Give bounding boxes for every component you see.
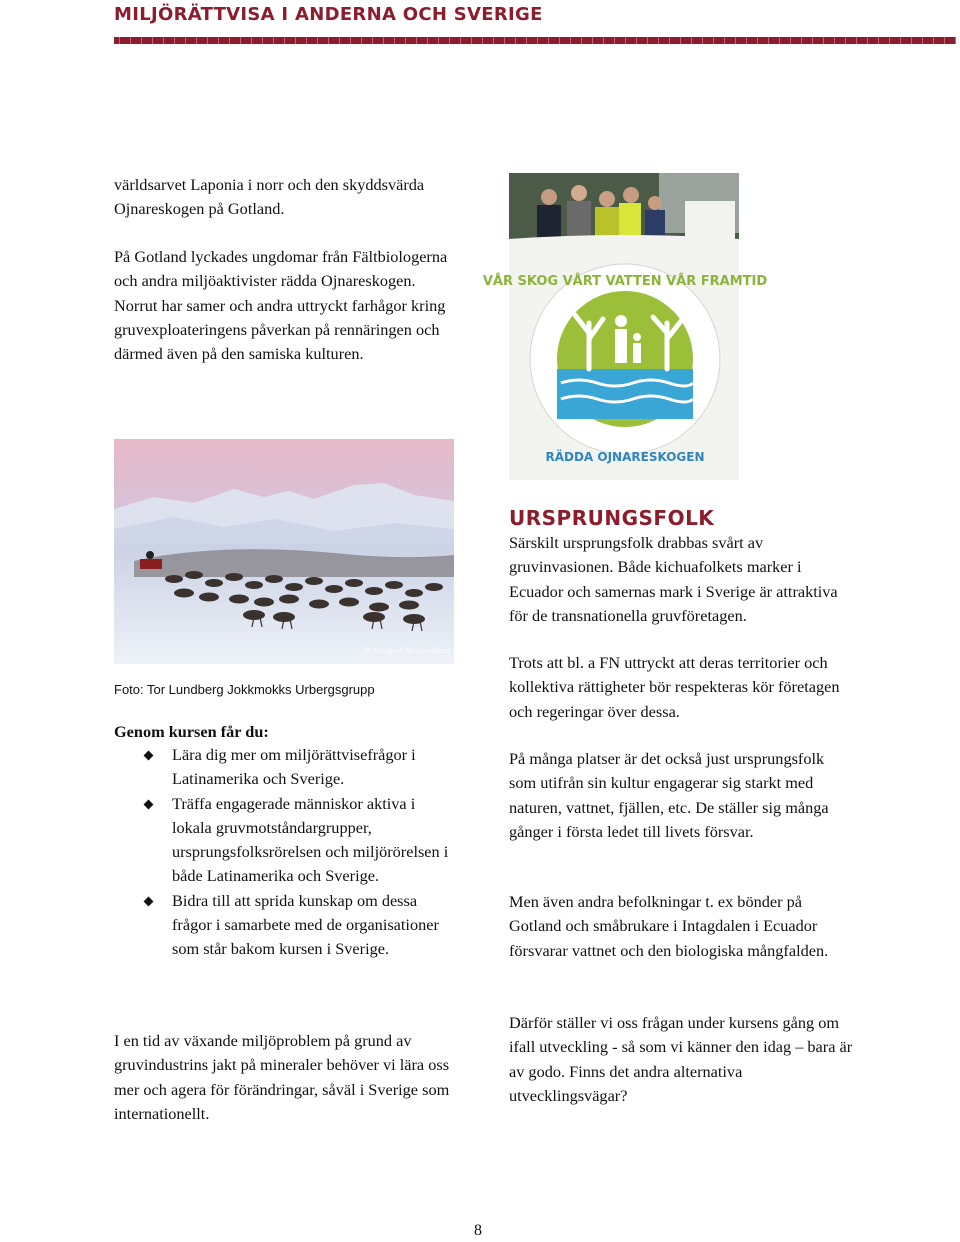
page-number: 8 [474,1222,482,1239]
header-title: MILJÖRÄTTVISA I ANDERNA OCH SVERIGE [114,4,543,25]
bullet-icon [144,896,154,906]
list-item [114,792,459,889]
header-rule [114,37,956,44]
ursprungsfolk-paragraph-4: Men även andra befolkningar t. ex bönder på Gotland och småbrukare i Intagdalen i Ecuador försvarar vattnet och den biologiska mångfalden. [509,892,829,960]
conclusion-paragraph: I en tid av växande miljöproblem på grund av gruvindustrins jakt på mineraler behöver vi lära oss mer och agera för förändringar, såväl i Sverige som internationellt. [114,1031,450,1123]
reindeer-herd-photo [114,439,454,664]
bullet-text: Träffa engagerade människor aktiva i lokala gruvmotståndargrupper, ursprungsfolksrörelsen och miljörörelsen i både Latinamerika och Sverige. [172,793,449,886]
photo-caption: Foto: Tor Lundberg Jokkmokks Urbergsgrupp [114,682,375,697]
intro-paragraph-gotland: På Gotland lyckades ungdomar från Fältbiologerna och andra miljöaktivister rädda Ojnareskogen. Norrut har samer och andra uttryckt farhågor kring gruvexploateringens påverkan på rennäringen och därmed även på den samiska kulturen. [114,247,448,364]
banner-text-bottom: RÄDDA OJNARESKOGEN [545,450,705,464]
ursprungsfolk-paragraph-3: På många platser är det också just ursprungsfolk som utifrån sin kultur engagerar sig starkt med naturen, vattnet, fjällen, etc. De ställer sig många gånger i första ledet till livets försvar. [509,749,829,841]
ursprungsfolk-paragraph-5: Därför ställer vi oss frågan under kursens gång om ifall utveckling - så som vi känner den idag – bara är av godo. Finns det andra alternativa utvecklingsvägar? [509,1013,853,1105]
bullet-icon [144,751,154,761]
protest-banner-photo [482,173,768,480]
ursprungsfolk-paragraph-1: Särskilt ursprungsfolk drabbas svårt av gruvinvasionen. Både kichuafolkets marker i Ecuador och samernas mark i Sverige är attraktiva för de transnationella gruvföretagen. [509,533,838,625]
course-bullet-list [114,743,459,962]
bullet-text: Lära dig mer om miljörättvisefrågor i Latinamerika och Sverige. [172,745,416,789]
intro-paragraph-continued: världsarvet Laponia i norr och den skyddsvärda Ojnareskogen på Gotland. [114,175,425,219]
ursprungsfolk-paragraph-2: Trots att bl. a FN uttryckt att deras territorier och kollektiva rättigheter bör respekteras kör företagen och regeringar över dessa. [509,653,840,721]
banner-text-top: VÅR SKOG VÅRT VATTEN VÅR FRAMTID [482,274,768,289]
section-heading-ursprungsfolk: URSPRUNGSFOLK [509,506,715,530]
course-heading: Genom kursen får du: [114,722,269,741]
list-item [114,889,459,962]
list-item [114,743,459,792]
photo-watermark: © Fotograf Tor Lundberg [364,647,451,655]
bullet-text: Bidra till att sprida kunskap om dessa frågor i samarbete med de organisationer som står bakom kursen i Sverige. [172,890,439,959]
bullet-icon [144,799,154,809]
